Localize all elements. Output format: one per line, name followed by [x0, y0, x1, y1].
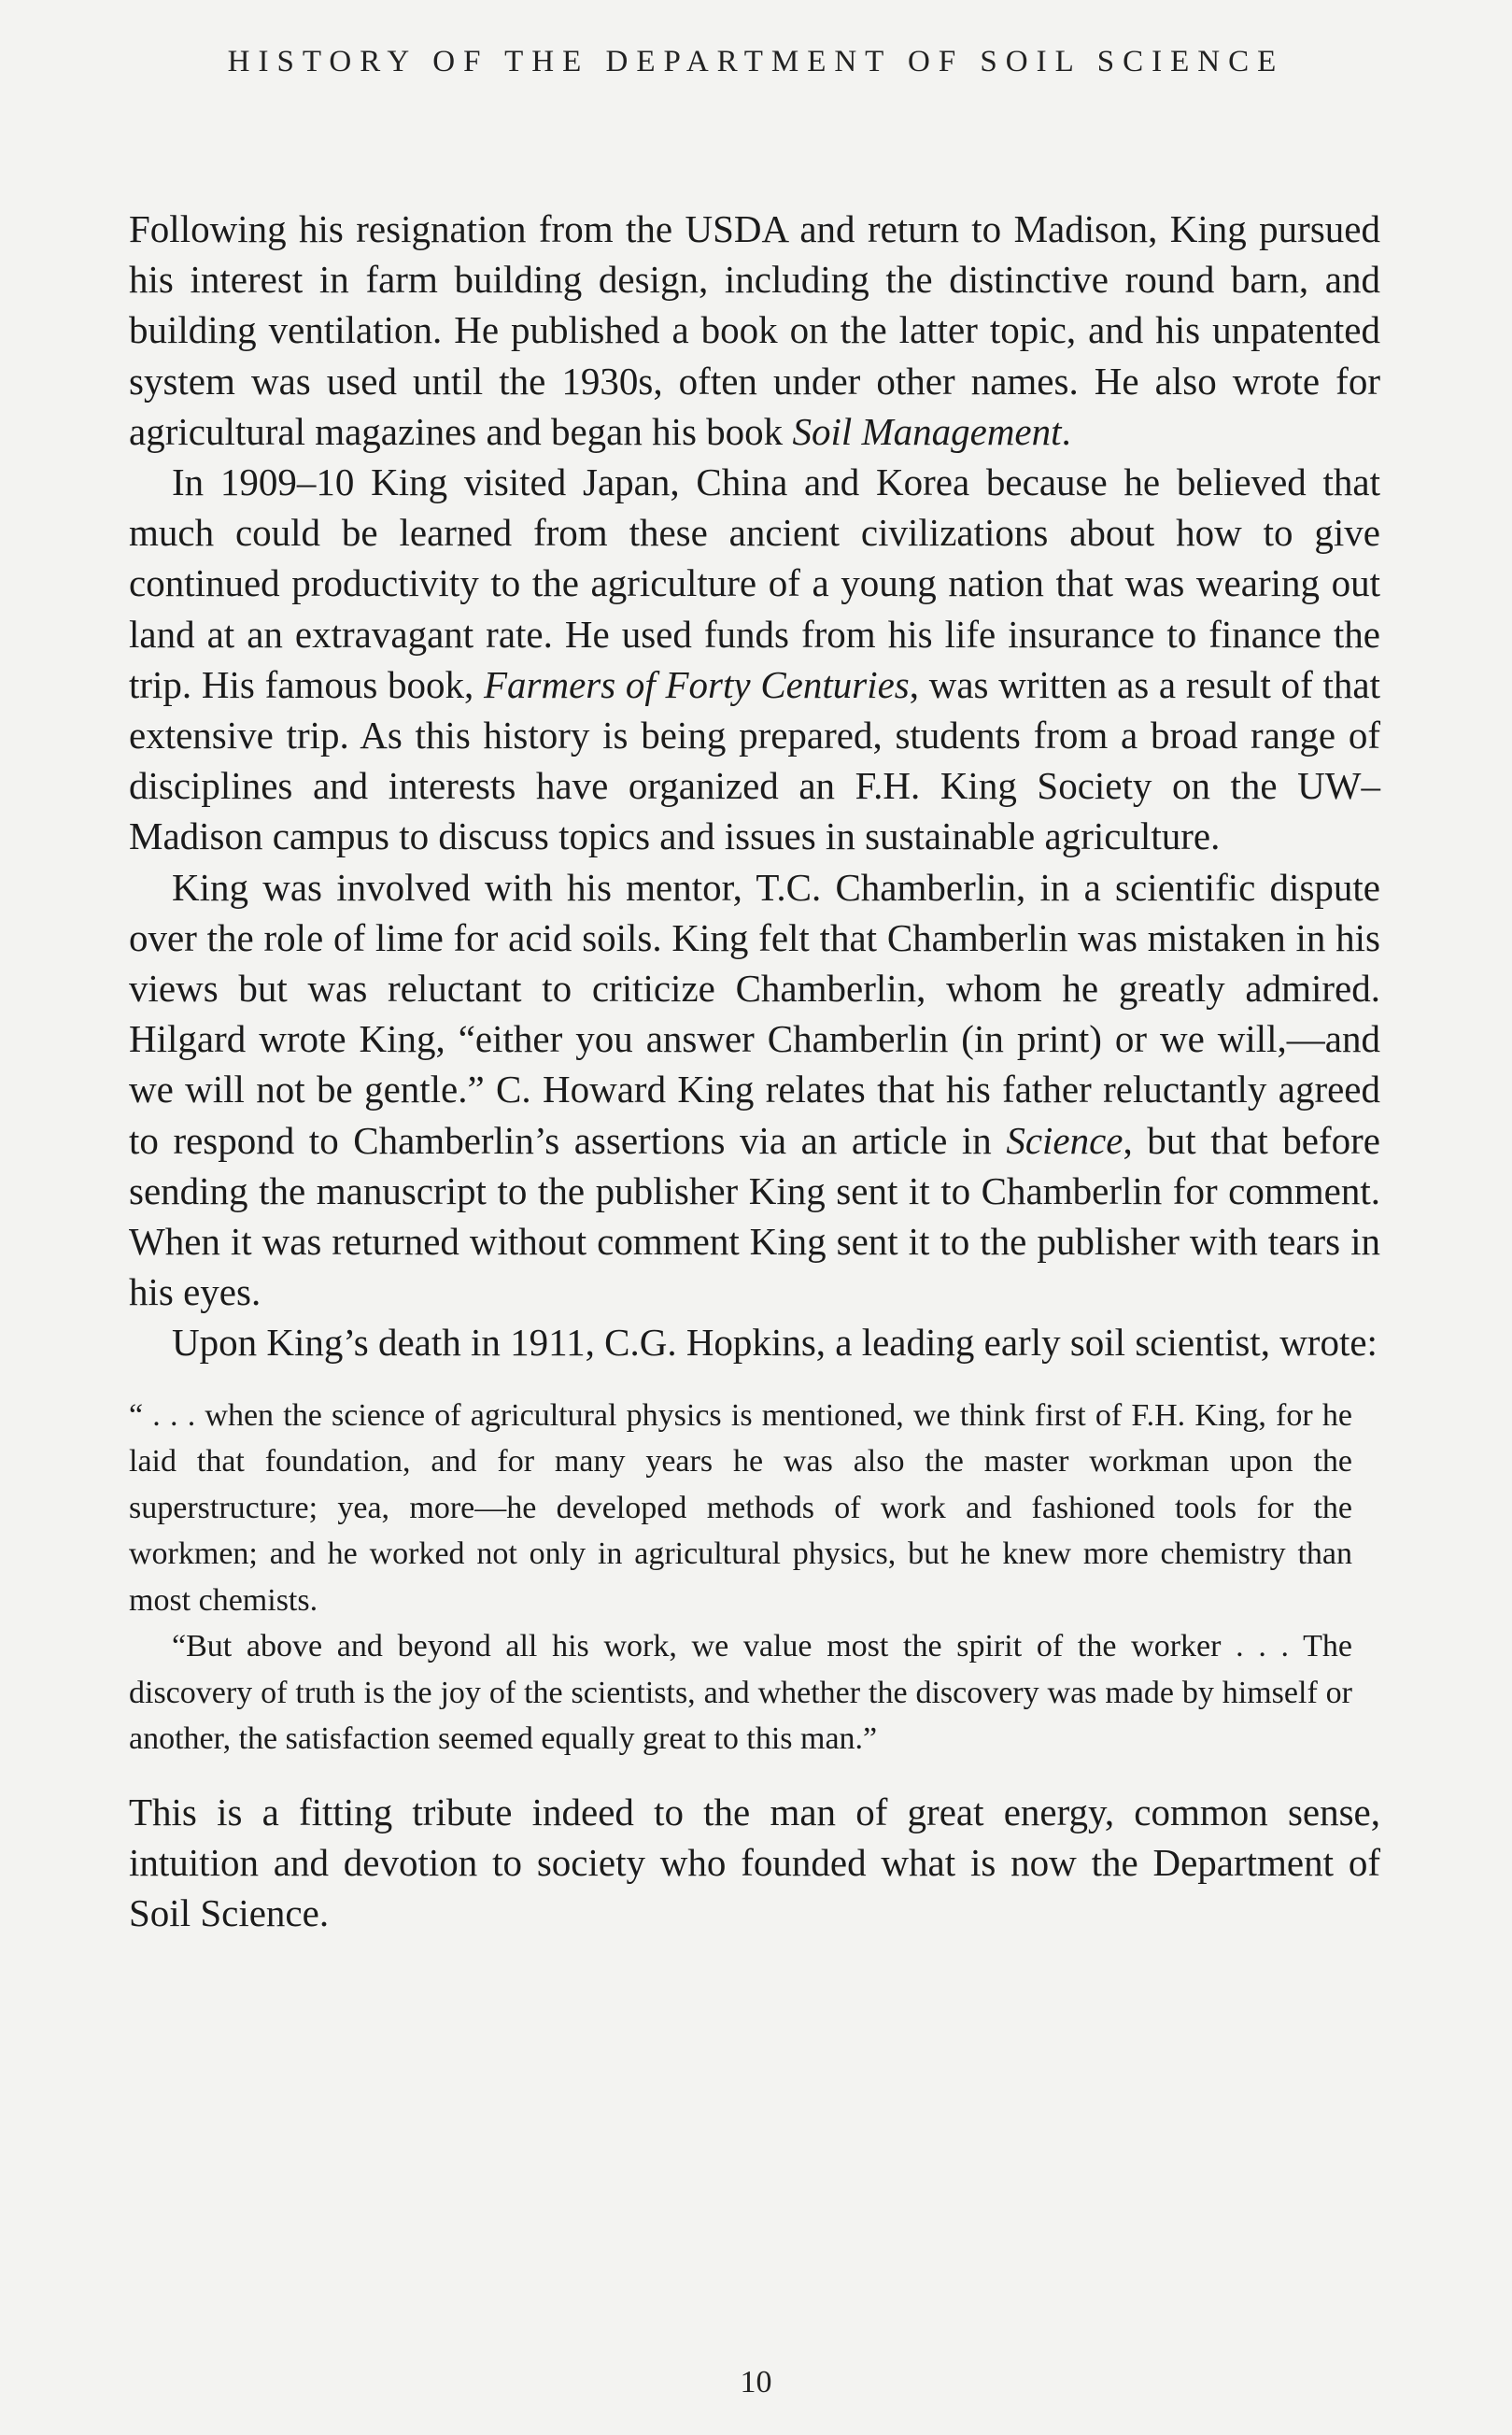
paragraph-3-text-b: , but that before sending the manuscript to the publisher King sent it to Chamberlin for comment. When it was returned without comment King sent it to the publisher with tears in his eyes. — [129, 1118, 1380, 1314]
book-title-farmers-of-forty-centuries: Farmers of Forty Centuries — [483, 662, 910, 706]
body-text — [129, 204, 1380, 1938]
closing-paragraph: This is a fitting tribute indeed to the man of great energy, common sense, intuition and devotion to society who founded what is now the Department of Soil Science. — [129, 1790, 1380, 1935]
paragraph-2-text-a: In 1909–10 King visited Japan, China and Korea because he believed that much could be learned from these ancient civilizations about how to give continued productivity to the agriculture of a young nation that was wearing out land at an extravagant rate. He used funds from his life insurance to finance the trip. His famous book, — [129, 460, 1380, 706]
paragraph-1 — [129, 204, 1380, 457]
block-quote — [129, 1393, 1352, 1763]
paragraph-3 — [129, 862, 1380, 1318]
page-number: 10 — [740, 2365, 772, 2400]
paragraph-3-text-a: King was involved with his mentor, T.C. Chamberlin, in a scientific dispute over the role of lime for acid soils. King felt that Chamberlin was mistaken in his views but was reluctant to criticize Chamberlin, whom he greatly admired. Hilgard wrote King, “either you answer Chamberlin (in print) or we will,—and we will not be gentle.” C. Howard King relates that his father reluctantly agreed to respond to Chamberlin’s assertions via an article in — [129, 865, 1380, 1162]
running-head: HISTORY OF THE DEPARTMENT OF SOIL SCIENCE — [227, 45, 1285, 78]
paragraph-1-text: Following his resignation from the USDA and return to Madison, King pursued his interest in farm building design, including the distinctive round barn, and building ventilation. He published a book on the latter topic, and his unpatented system was used until the 1930s, often under other names. He also wrote for agricultural magazines and began his book — [129, 207, 1380, 453]
paragraph-4: Upon King’s death in 1911, C.G. Hopkins, a leading early soil scientist, wrote: — [172, 1321, 1378, 1365]
journal-title-science: Science — [1006, 1118, 1123, 1162]
book-title-soil-management: Soil Management — [792, 409, 1062, 453]
quote-paragraph-1: “ . . . when the science of agricultural physics is mentioned, we think first of F.H. King, for he laid that foundation, and for many years he was also the master workman upon the superstructure; yea, more—he developed methods of work and fashioned tools for the workmen; and he worked not only in agricultural physics, but he knew more chemistry than most chemists. — [129, 1397, 1352, 1618]
quote-paragraph-2: “But above and beyond all his work, we value most the spirit of the worker . . . The discovery of truth is the joy of the scientists, and whether the discovery was made by himself or another, the satisfaction seemed equally great to this man.” — [129, 1629, 1352, 1757]
paragraph-2 — [129, 457, 1380, 862]
paragraph-2-text-b: , was written as a result of that extensive trip. As this history is being prepared, students from a broad range of disciplines and interests have organized an F.H. King Society on the UW–Madison campus to discuss topics and issues in sustainable agriculture. — [129, 662, 1381, 858]
paragraph-1-end: . — [1061, 409, 1071, 453]
